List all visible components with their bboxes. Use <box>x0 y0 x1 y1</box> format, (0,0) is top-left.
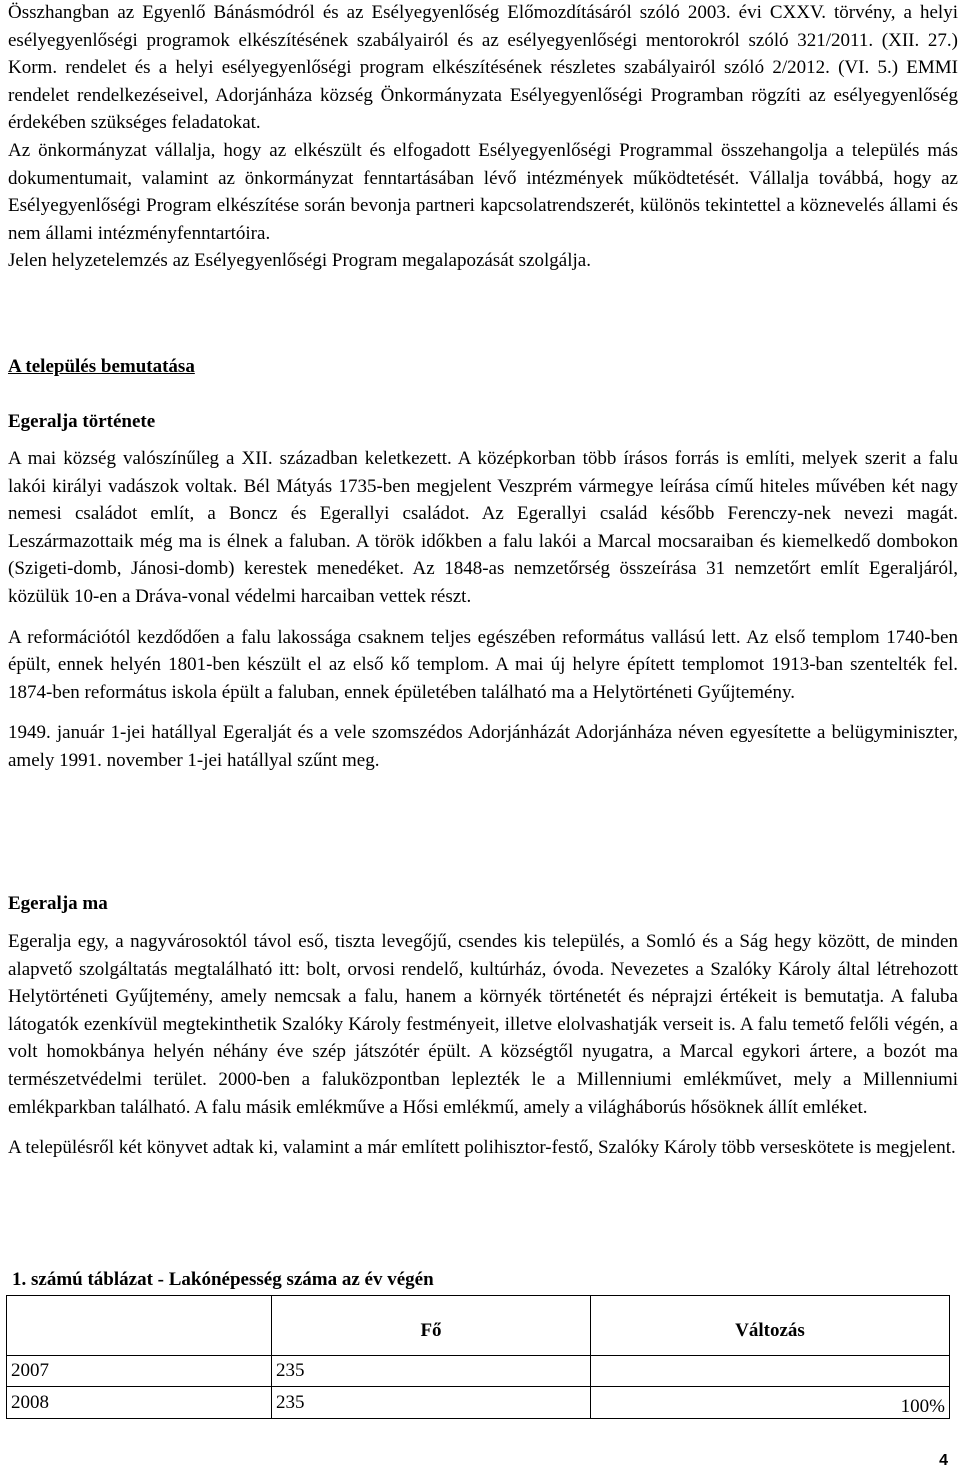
heading-settlement: A település bemutatása <box>8 356 195 377</box>
cell-year: 2008 <box>7 1387 272 1419</box>
cell-year: 2007 <box>7 1356 272 1387</box>
heading-today: Egeralja ma <box>8 893 108 914</box>
table-row <box>7 1387 950 1419</box>
intro-paragraph-2: Az önkormányzat vállalja, hogy az elkészült és elfogadott Esélyegyenlőségi Programmal összehangolja a település más dokumentumait, valamint az önkormányzat fenntartásában lévő intézmények működtetését. Vállalja továbbá, hogy az Esélyegyenlőségi Program elkészítése során bevonja partneri kapcsolatrendszerét, különös tekintettel a köznevelés állami és nem állami intézményfenntartóira. <box>8 139 958 244</box>
table-header-row <box>7 1296 950 1356</box>
history-paragraph-3: 1949. január 1-jei hatállyal Egeralját és a vele szomszédos Adorjánházát Adorjánháza néven egyesítette a belügyminiszter, amely 1991. november 1-jei hatállyal szűnt meg. <box>8 722 958 771</box>
cell-fo: 235 <box>272 1387 591 1419</box>
intro-paragraph-3: Jelen helyzetelemzés az Esélyegyenlőségi Program megalapozását szolgálja. <box>8 250 591 272</box>
heading-history: Egeralja története <box>8 411 156 432</box>
history-paragraph-2: A reformációtól kezdődően a falu lakossága csaknem teljes egészében református vallású lett. Az első templom 1740-ben épült, ennek helyén 1801-ben készült el az első kő templom. A mai új helyre épített templomot 1913-ban szentelték fel. 1874-ben református iskola épült a faluban, ennek épületében található ma a Helytörténeti Gyűjtemény. <box>8 626 958 703</box>
cell-valtozas <box>591 1356 950 1387</box>
header-cell-valtozas: Változás <box>591 1296 950 1356</box>
today-paragraph-2: A településről két könyvet adtak ki, valamint a már említett polihisztor-festő, Szalóky Károly több verseskötete is megjelent. <box>8 1137 956 1159</box>
history-paragraph-1: A mai község valószínűleg a XII. században keletkezett. A középkorban több írásos forrás is említi, melyek szerit a falu lakói királyi vadászok voltak. Bél Mátyás 1735-ben megjelent Veszprém vármegye leírása című hiteles művében két nagy nemesi családot említ, a Boncz és Egerallyi családot. Az Egerallyi család később Ferenczy-nek nevezi magát. Leszármazottaik még ma is élnek a faluban. A török időkben a falu lakói a Marcal mocsaraiban és kiemelkedő dombokon (Szigeti-domb, Jánosi-domb) kerestek menedéket. Az 1848-as nemzetőrség összeírása 31 nemzetőrt említ Egeraljáról, közülük 10-en a Dráva-vonal védelmi harcaiban vettek részt. <box>8 448 958 607</box>
population-table <box>6 1295 950 1419</box>
table-row <box>7 1356 950 1387</box>
today-paragraph-1: Egeralja egy, a nagyvárosoktól távol eső, tiszta levegőjű, csendes kis település, a Somló és a Ság hegy között, de minden alapvető szolgáltatás megtalálható itt: bolt, orvosi rendelő, kultúrház, óvoda. Nevezetes a Szalóky Károly által létrehozott Helytörténeti Gyűjtemény, amely nemcsak a falu, hanem a környék történetét és néprajzi értékeit is bemutatja. A faluba látogatók ezenkívül megtekinthetik Szalóky Károly festményeit, illetve elolvashatják verseit is. A falu temető felőli végén, a volt homokbánya helyén néhány éve szép játszótér épült. A községtől nyugatra, a Marcal egykori ártere, a bozót ma természetvédelmi terület. 2000-ben a faluközpontban leplezték le a Millenniumi emlékművet, mely a Millenniumi emlékparkban található. A falu másik emlékműve a Hősi emlékmű, amely a világháborús hősöknek állít emléket. <box>8 931 958 1118</box>
header-cell-year <box>7 1296 272 1356</box>
intro-paragraph-1: Összhangban az Egyenlő Bánásmódról és az Esélyegyenlőség Előmozdításáról szóló 2003. évi CXXV. törvény, a helyi esélyegyenlőségi programok elkészítésének szabályairól és az esélyegyenlőségi mentorokról szóló 321/2011. (XII. 27.) Korm. rendelet és a helyi esélyegyenlőségi program elkészítésének részletes szabályairól szóló 2/2012. (VI. 5.) EMMI rendelet rendelkezéseivel, Adorjánháza község Önkormányzata Esélyegyenlőségi Programban rögzíti az esélyegyenlőség érdekében szükséges feladatokat. <box>8 2 958 134</box>
cell-valtozas: 100% <box>591 1387 950 1419</box>
table-caption: 1. számú táblázat - Lakónépesség száma az év végén <box>12 1269 434 1290</box>
cell-fo: 235 <box>272 1356 591 1387</box>
page-number: 4 <box>939 1452 948 1469</box>
header-cell-fo: Fő <box>272 1296 591 1356</box>
